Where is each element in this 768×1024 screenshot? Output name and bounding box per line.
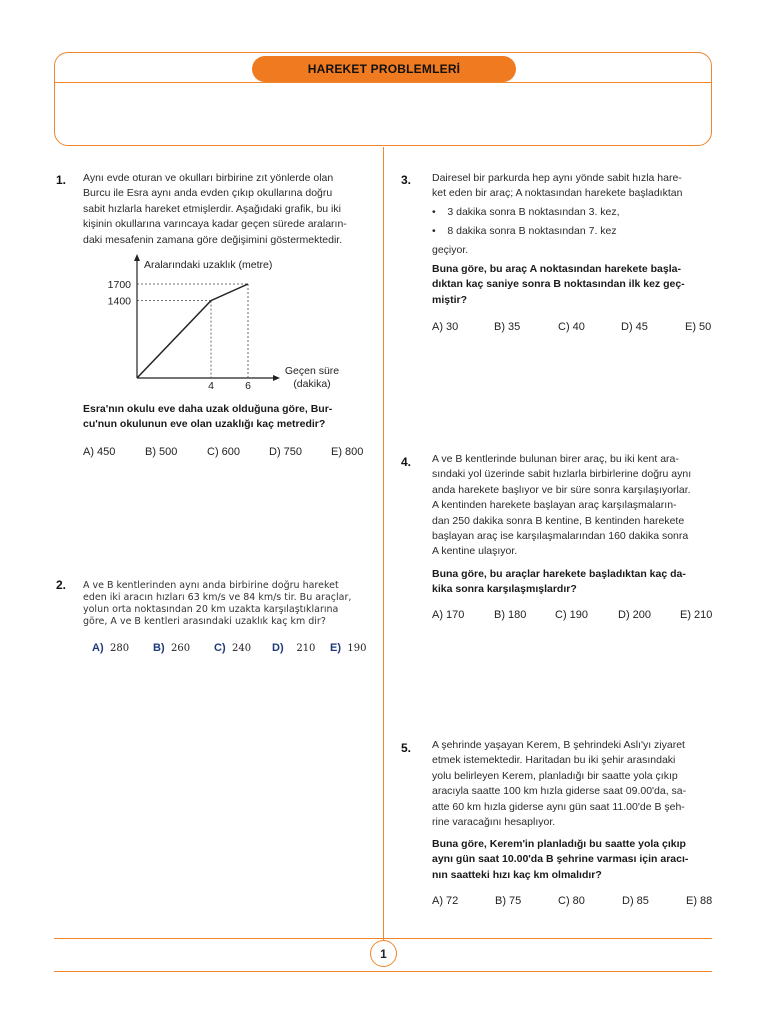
q3-line: ket eden bir araç; A noktasından harekete başladıktan xyxy=(432,187,683,200)
y-axis-label: Aralarındaki uzaklık (metre) xyxy=(144,259,273,271)
q2-choice-c[interactable]: C) 240 xyxy=(214,642,252,654)
q4-choice-d[interactable]: D) 200 xyxy=(618,609,652,621)
q1-question xyxy=(83,402,367,433)
q4-question-line: kika sonra karşılaşmışlardır? xyxy=(432,583,577,596)
q4-line: A ve B kentlerinde bulunan birer araç, bu iki kent ara- xyxy=(432,453,679,465)
q4-line: A kentinden harekete başlayan araç karşılaşmaların- xyxy=(432,499,677,512)
q3-choice-e[interactable]: E) 50 xyxy=(685,321,712,333)
q3-question xyxy=(432,262,714,308)
q5-line: yolu belirleyen Kerem, planladığı bir saatte yola çıkıp xyxy=(432,769,678,782)
footer-line-top xyxy=(54,938,712,939)
q5-text xyxy=(432,738,714,830)
x-axis-arrow xyxy=(273,375,280,381)
q1-text xyxy=(83,171,367,248)
q5-question-line: aynı gün saat 10.00'da B şehrine varması için aracı- xyxy=(432,853,689,866)
q1-question-line: cu'nun okulunun eve olan uzaklığı kaç metredir? xyxy=(83,418,326,431)
q3-bullet-1: • 3 dakika sonra B noktasından 3. kez, xyxy=(432,206,620,218)
column-divider xyxy=(383,147,384,940)
distance-time-chart xyxy=(100,252,350,392)
q2-number: 2. xyxy=(56,578,67,592)
q3-question-line: Buna göre, bu araç A noktasından harekete başla- xyxy=(432,263,681,275)
q4-choice-a[interactable]: A) 170 xyxy=(432,609,465,621)
x-tick-label: 4 xyxy=(208,380,214,392)
q4-line: anda harekete başlıyor ve bir süre sonra karşılaşıyorlar. xyxy=(432,483,691,496)
x-tick-label: 6 xyxy=(245,380,251,392)
q5-choice-d[interactable]: D) 85 xyxy=(622,895,649,907)
q5-number: 5. xyxy=(401,741,412,755)
q1-line: daki mesafenin zamana göre değişimini göstermektedir. xyxy=(83,233,343,246)
q2-text xyxy=(83,580,368,628)
q4-choice-e[interactable]: E) 210 xyxy=(680,609,713,621)
q1-line: Burcu ile Esra aynı anda evden çıkıp okullarına doğru xyxy=(83,187,333,200)
q1-choice-c[interactable]: C) 600 xyxy=(207,446,241,458)
q4-question xyxy=(432,567,714,598)
q3-choice-d[interactable]: D) 45 xyxy=(621,321,648,333)
q3-question-line: miştir? xyxy=(432,293,468,306)
q5-choice-e[interactable]: E) 88 xyxy=(686,895,713,907)
q3-line: Dairesel bir parkurda hep aynı yönde sabit hızla hare- xyxy=(432,172,682,184)
q3-after: geçiyor. xyxy=(432,244,469,256)
q5-choice-b[interactable]: B) 75 xyxy=(495,895,522,907)
q3-bullet-2: • 8 dakika sonra B noktasından 7. kez xyxy=(432,225,617,237)
q1-choice-d[interactable]: D) 750 xyxy=(269,446,303,458)
q2-line: göre, A ve B kentleri arasındaki uzaklık kaç km dir? xyxy=(83,616,326,627)
q5-line: rine varacağını hesaplıyor. xyxy=(432,816,556,829)
q4-question-line: Buna göre, bu araçlar harekete başladıktan kaç da- xyxy=(432,568,686,580)
q4-line: sındaki yol üzerinde sabit hızlarla birbirlerine doğru aynı xyxy=(432,468,692,481)
q5-question xyxy=(432,837,714,883)
q3-text xyxy=(432,171,714,202)
y-tick-label: 1700 xyxy=(107,279,131,291)
q5-line: aracıyla saatte 100 km hızla giderse saat 09.00'da, sa- xyxy=(432,785,687,798)
chart-guides xyxy=(137,284,248,378)
footer-line-bottom xyxy=(54,971,712,972)
q5-line: A şehrinde yaşayan Kerem, B şehrindeki Aslı'yı ziyaret xyxy=(432,739,685,751)
x-axis-label: Geçen süre xyxy=(284,365,340,377)
q3-number: 3. xyxy=(401,173,412,187)
q1-line: kişinin okullarına varıncaya kadar geçen sürede araların- xyxy=(83,218,347,231)
q2-line: yolun orta noktasından 20 km uzakta karşılaştıklarına xyxy=(83,604,339,615)
q5-line: atte 60 km hızla giderse aynı gün saat 11.00'de B şeh- xyxy=(432,800,685,813)
q5-question-line: Buna göre, Kerem'in planladığı bu saatte yola çıkıp xyxy=(432,838,686,850)
q1-question-line: Esra'nın okulu eve daha uzak olduğuna göre, Bur- xyxy=(83,403,333,415)
q2-line: A ve B kentlerinden aynı anda birbirine doğru hareket xyxy=(83,580,339,591)
q5-choice-a[interactable]: A) 72 xyxy=(432,895,459,907)
page-number: 1 xyxy=(370,940,397,967)
q5-choice-c[interactable]: C) 80 xyxy=(558,895,585,907)
q5-question-line: nın saatteki hızı kaç km olmalıdır? xyxy=(432,868,602,881)
q4-line: başlayan araç ise karşılaşmalarından 160 dakika sonra xyxy=(432,530,689,543)
q4-line: dan 250 dakika sonra B kentine, B kentinden harekete xyxy=(432,514,685,527)
q4-choice-c[interactable]: C) 190 xyxy=(555,609,589,621)
q1-line: Aynı evde oturan ve okulları birbirine zıt yönlerde olan xyxy=(83,172,334,184)
page-title: HAREKET PROBLEMLERİ xyxy=(252,56,516,82)
q2-choice-a[interactable]: A) 280 xyxy=(92,642,130,654)
header-divider xyxy=(55,82,711,83)
y-axis-arrow xyxy=(134,254,140,261)
q1-line: sabit hızlarla hareket etmişlerdir. Aşağıdaki grafik, bu iki xyxy=(83,202,341,215)
q1-choice-a[interactable]: A) 450 xyxy=(83,446,116,458)
y-tick-label: 1400 xyxy=(107,295,131,308)
q4-number: 4. xyxy=(401,455,412,469)
q3-question-line: dıktan kaç saniye sonra B noktasından ilk kez geç- xyxy=(432,278,685,291)
q1-choice-e[interactable]: E) 800 xyxy=(331,446,364,458)
x-axis-label-unit: (dakika) xyxy=(293,378,331,390)
q2-choice-d[interactable]: D) 210 xyxy=(272,642,316,654)
q2-choice-e[interactable]: E) 190 xyxy=(330,642,367,654)
q4-line: A kentine ulaşıyor. xyxy=(432,545,518,558)
q3-choice-a[interactable]: A) 30 xyxy=(432,321,459,333)
q4-choice-b[interactable]: B) 180 xyxy=(494,609,527,621)
q2-line: eden iki aracın hızları 63 km/s ve 84 km/s tir. Bu araçlar, xyxy=(83,592,352,603)
q1-number: 1. xyxy=(56,173,67,187)
q4-text xyxy=(432,452,714,560)
q5-line: etmek istemektedir. Haritadan bu iki şehir arasındaki xyxy=(432,754,676,767)
q3-choice-c[interactable]: C) 40 xyxy=(558,321,585,333)
q1-choice-b[interactable]: B) 500 xyxy=(145,446,178,458)
q2-choice-b[interactable]: B) 260 xyxy=(153,642,191,654)
series-line xyxy=(137,284,248,378)
q3-choice-b[interactable]: B) 35 xyxy=(494,321,521,333)
